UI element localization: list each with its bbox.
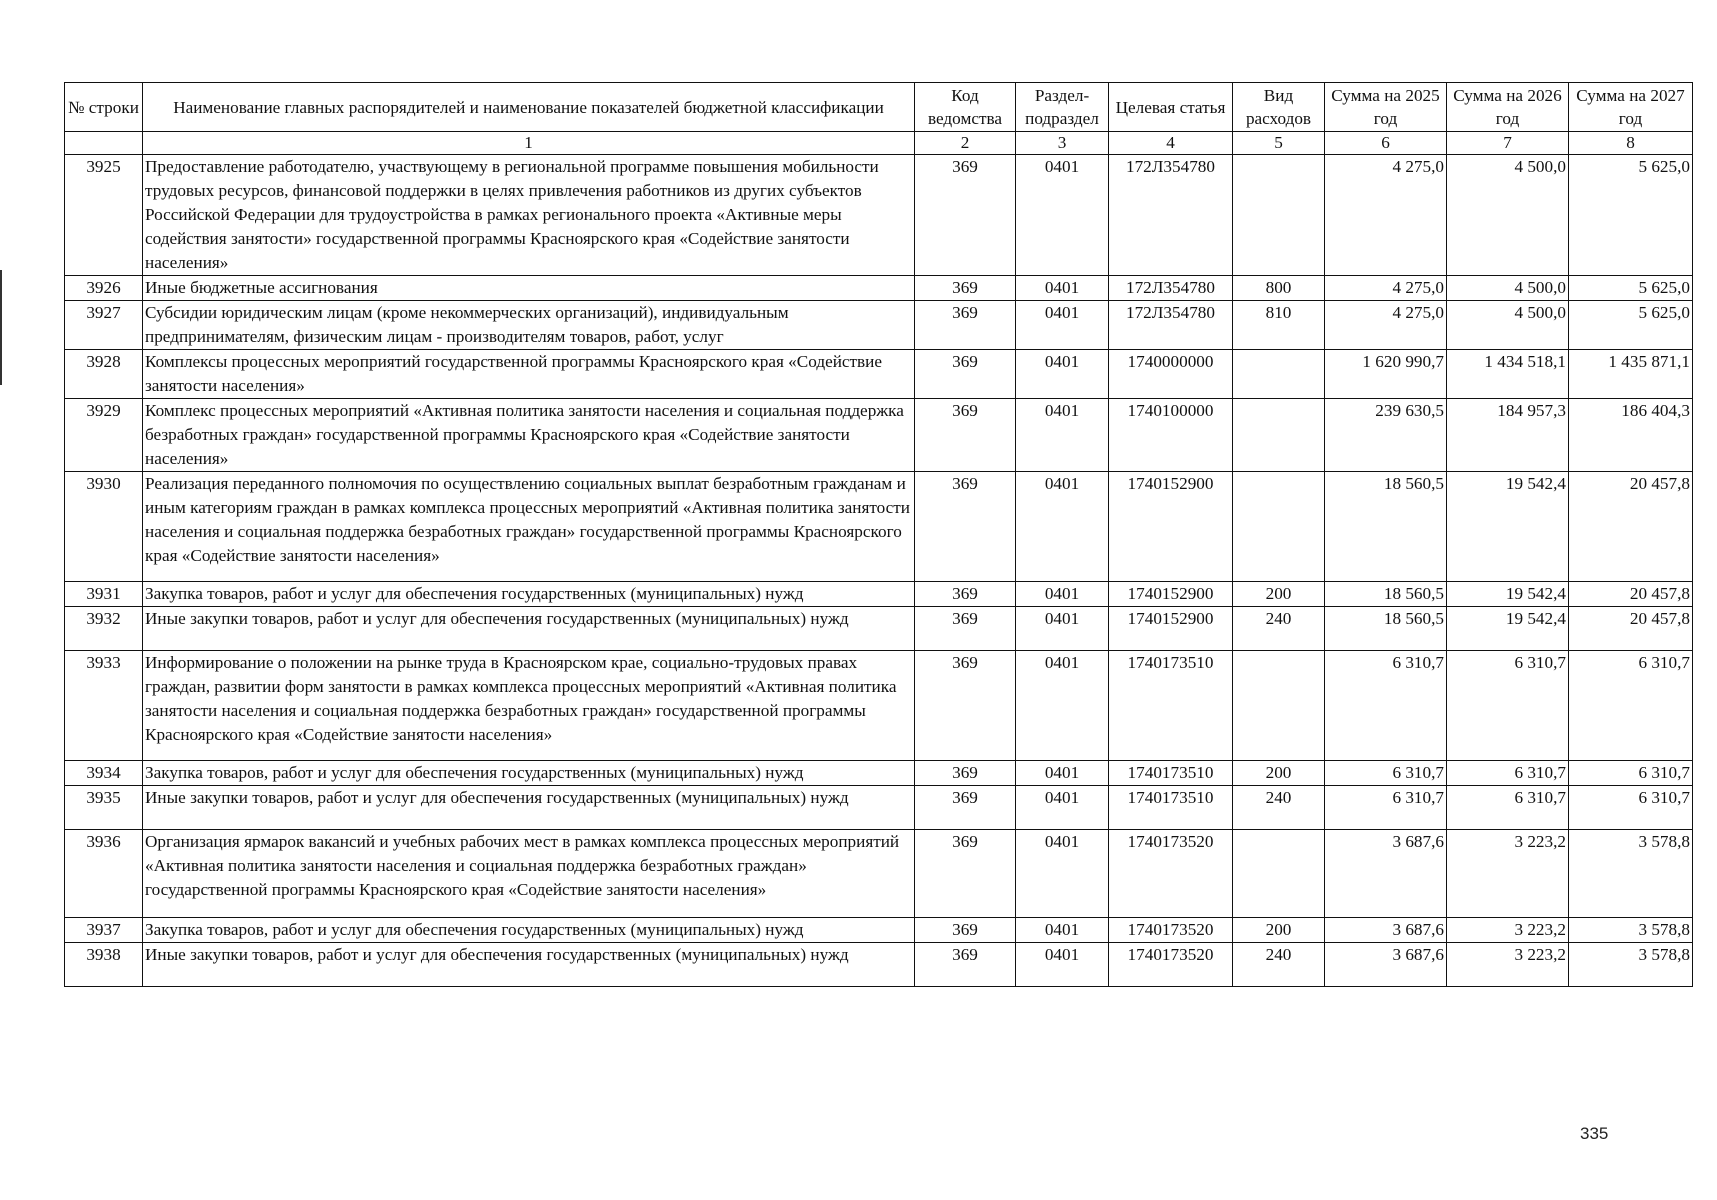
column-number: 6: [1325, 132, 1447, 155]
row-sum-2027: 186 404,3: [1569, 399, 1693, 472]
row-expense-type: 800: [1233, 276, 1325, 301]
row-department-code: 369: [915, 582, 1016, 607]
row-sum-2026: 19 542,4: [1447, 472, 1569, 582]
row-target-article: 1740100000: [1109, 399, 1233, 472]
row-sum-2027: 20 457,8: [1569, 607, 1693, 651]
row-target-article: 1740000000: [1109, 350, 1233, 399]
column-number: 7: [1447, 132, 1569, 155]
row-name: Субсидии юридическим лицам (кроме некоммерческих организаций), индивидуальным предпринимателям, физическим лицам - производителям товаров, работ, услуг: [143, 301, 915, 350]
row-name: Предоставление работодателю, участвующему в региональной программе повышения мобильности трудовых ресурсов, финансовой поддержки в целях привлечения работников из других субъектов Российской Федерации для трудоустройства в рамках регионального проекта «Активные меры содействия занятости» государственной программы Красноярского края «Содействие занятости населения»: [143, 155, 915, 276]
row-sum-2027: 6 310,7: [1569, 651, 1693, 761]
row-number: 3925: [65, 155, 143, 276]
row-sum-2027: 1 435 871,1: [1569, 350, 1693, 399]
scan-margin-line: [0, 270, 2, 385]
row-name: Реализация переданного полномочия по осуществлению социальных выплат безработным гражданам и иным категориям граждан в рамках комплекса процессных мероприятий «Активная политика занятости населения и социальная поддержка безработных граждан» государственной программы Красноярского края «Содействие занятости населения»: [143, 472, 915, 582]
row-target-article: 172Л354780: [1109, 155, 1233, 276]
row-expense-type: [1233, 651, 1325, 761]
row-section: 0401: [1016, 276, 1109, 301]
row-sum-2025: 18 560,5: [1325, 582, 1447, 607]
row-expense-type: 200: [1233, 582, 1325, 607]
row-department-code: 369: [915, 350, 1016, 399]
table-row: [65, 943, 1693, 987]
row-name: Комплексы процессных мероприятий государственной программы Красноярского края «Содействие занятости населения»: [143, 350, 915, 399]
row-number: 3937: [65, 918, 143, 943]
column-number: 3: [1016, 132, 1109, 155]
row-sum-2026: 19 542,4: [1447, 582, 1569, 607]
row-sum-2025: 4 275,0: [1325, 276, 1447, 301]
row-department-code: 369: [915, 607, 1016, 651]
column-number: 2: [915, 132, 1016, 155]
row-section: 0401: [1016, 155, 1109, 276]
row-expense-type: [1233, 399, 1325, 472]
row-expense-type: 200: [1233, 761, 1325, 786]
column-numbers-row: [65, 132, 1693, 155]
row-sum-2027: 20 457,8: [1569, 582, 1693, 607]
row-sum-2026: 3 223,2: [1447, 943, 1569, 987]
column-number: 8: [1569, 132, 1693, 155]
row-sum-2025: 1 620 990,7: [1325, 350, 1447, 399]
row-number: 3928: [65, 350, 143, 399]
header-target-article: Целевая статья: [1109, 83, 1233, 132]
row-department-code: 369: [915, 399, 1016, 472]
row-number: 3929: [65, 399, 143, 472]
table-row: [65, 276, 1693, 301]
row-target-article: 172Л354780: [1109, 276, 1233, 301]
row-expense-type: [1233, 350, 1325, 399]
row-section: 0401: [1016, 918, 1109, 943]
row-department-code: 369: [915, 301, 1016, 350]
row-sum-2027: 5 625,0: [1569, 155, 1693, 276]
row-target-article: 1740173510: [1109, 651, 1233, 761]
row-expense-type: 240: [1233, 607, 1325, 651]
row-expense-type: 240: [1233, 943, 1325, 987]
row-name: Иные закупки товаров, работ и услуг для обеспечения государственных (муниципальных) нужд: [143, 943, 915, 987]
row-target-article: 1740173510: [1109, 786, 1233, 830]
row-sum-2026: 184 957,3: [1447, 399, 1569, 472]
table-row: [65, 582, 1693, 607]
row-department-code: 369: [915, 651, 1016, 761]
row-sum-2027: 3 578,8: [1569, 918, 1693, 943]
row-sum-2025: 6 310,7: [1325, 651, 1447, 761]
row-section: 0401: [1016, 301, 1109, 350]
column-number: 4: [1109, 132, 1233, 155]
row-sum-2025: 3 687,6: [1325, 918, 1447, 943]
row-name: Закупка товаров, работ и услуг для обеспечения государственных (муниципальных) нужд: [143, 918, 915, 943]
budget-table: [64, 82, 1693, 987]
row-number: 3933: [65, 651, 143, 761]
row-department-code: 369: [915, 472, 1016, 582]
row-department-code: 369: [915, 276, 1016, 301]
row-section: 0401: [1016, 350, 1109, 399]
header-name: Наименование главных распорядителей и наименование показателей бюджетной классификации: [143, 83, 915, 132]
row-number: 3934: [65, 761, 143, 786]
header-sum-2027: Сумма на 2027 год: [1569, 83, 1693, 132]
row-section: 0401: [1016, 786, 1109, 830]
table-row: [65, 155, 1693, 276]
row-sum-2025: 18 560,5: [1325, 472, 1447, 582]
row-sum-2026: 1 434 518,1: [1447, 350, 1569, 399]
row-sum-2025: 6 310,7: [1325, 786, 1447, 830]
row-sum-2026: 6 310,7: [1447, 761, 1569, 786]
row-sum-2027: 3 578,8: [1569, 943, 1693, 987]
row-target-article: 1740173520: [1109, 943, 1233, 987]
row-target-article: 172Л354780: [1109, 301, 1233, 350]
table-row: [65, 786, 1693, 830]
column-number: 5: [1233, 132, 1325, 155]
row-sum-2026: 4 500,0: [1447, 155, 1569, 276]
row-sum-2027: 20 457,8: [1569, 472, 1693, 582]
row-number: 3927: [65, 301, 143, 350]
row-sum-2025: 3 687,6: [1325, 943, 1447, 987]
column-number: 1: [143, 132, 915, 155]
row-sum-2026: 4 500,0: [1447, 276, 1569, 301]
row-sum-2025: 6 310,7: [1325, 761, 1447, 786]
row-department-code: 369: [915, 761, 1016, 786]
row-name: Информирование о положении на рынке труда в Красноярском крае, социально-трудовых правах граждан, развитии форм занятости в рамках комплекса процессных мероприятий «Активная политика занятости населения и социальная поддержка безработных граждан» государственной программы Красноярского края «Содействие занятости населения»: [143, 651, 915, 761]
row-department-code: 369: [915, 918, 1016, 943]
table-row: [65, 301, 1693, 350]
table-body: [65, 155, 1693, 987]
row-sum-2025: 3 687,6: [1325, 830, 1447, 918]
table-row: [65, 651, 1693, 761]
row-sum-2027: 6 310,7: [1569, 761, 1693, 786]
row-sum-2025: 4 275,0: [1325, 155, 1447, 276]
row-section: 0401: [1016, 830, 1109, 918]
row-section: 0401: [1016, 761, 1109, 786]
row-target-article: 1740152900: [1109, 607, 1233, 651]
row-sum-2027: 5 625,0: [1569, 301, 1693, 350]
column-number: [65, 132, 143, 155]
row-number: 3930: [65, 472, 143, 582]
row-section: 0401: [1016, 651, 1109, 761]
row-name: Закупка товаров, работ и услуг для обеспечения государственных (муниципальных) нужд: [143, 582, 915, 607]
row-sum-2027: 6 310,7: [1569, 786, 1693, 830]
table-row: [65, 830, 1693, 918]
row-sum-2026: 19 542,4: [1447, 607, 1569, 651]
row-expense-type: [1233, 155, 1325, 276]
row-number: 3926: [65, 276, 143, 301]
row-name: Закупка товаров, работ и услуг для обеспечения государственных (муниципальных) нужд: [143, 761, 915, 786]
header-row-number: № строки: [65, 83, 143, 132]
row-expense-type: [1233, 472, 1325, 582]
page-number: 335: [1580, 1124, 1609, 1143]
row-name: Комплекс процессных мероприятий «Активная политика занятости населения и социальная поддержка безработных граждан» государственной программы Красноярского края «Содействие занятости населения»: [143, 399, 915, 472]
row-section: 0401: [1016, 943, 1109, 987]
table-row: [65, 918, 1693, 943]
row-sum-2025: 18 560,5: [1325, 607, 1447, 651]
row-number: 3932: [65, 607, 143, 651]
row-section: 0401: [1016, 472, 1109, 582]
row-expense-type: 240: [1233, 786, 1325, 830]
table-row: [65, 761, 1693, 786]
row-sum-2026: 3 223,2: [1447, 918, 1569, 943]
row-target-article: 1740152900: [1109, 472, 1233, 582]
row-number: 3935: [65, 786, 143, 830]
row-name: Иные бюджетные ассигнования: [143, 276, 915, 301]
row-expense-type: 200: [1233, 918, 1325, 943]
row-sum-2026: 3 223,2: [1447, 830, 1569, 918]
row-target-article: 1740173510: [1109, 761, 1233, 786]
table-row: [65, 472, 1693, 582]
row-target-article: 1740152900: [1109, 582, 1233, 607]
row-section: 0401: [1016, 582, 1109, 607]
table-row: [65, 350, 1693, 399]
row-sum-2027: 3 578,8: [1569, 830, 1693, 918]
row-target-article: 1740173520: [1109, 918, 1233, 943]
row-name: Иные закупки товаров, работ и услуг для обеспечения государственных (муниципальных) нужд: [143, 786, 915, 830]
row-department-code: 369: [915, 943, 1016, 987]
table-row: [65, 607, 1693, 651]
row-section: 0401: [1016, 607, 1109, 651]
header-expense-type: Вид расходов: [1233, 83, 1325, 132]
row-number: 3938: [65, 943, 143, 987]
row-sum-2026: 6 310,7: [1447, 786, 1569, 830]
row-number: 3936: [65, 830, 143, 918]
row-department-code: 369: [915, 786, 1016, 830]
row-sum-2026: 4 500,0: [1447, 301, 1569, 350]
header-section: Раздел-подраздел: [1016, 83, 1109, 132]
row-expense-type: [1233, 830, 1325, 918]
row-expense-type: 810: [1233, 301, 1325, 350]
row-name: Организация ярмарок вакансий и учебных рабочих мест в рамках комплекса процессных мероприятий «Активная политика занятости населения и социальная поддержка безработных граждан» государственной программы Красноярского края «Содействие занятости населения»: [143, 830, 915, 918]
table-row: [65, 399, 1693, 472]
header-sum-2025: Сумма на 2025 год: [1325, 83, 1447, 132]
row-target-article: 1740173520: [1109, 830, 1233, 918]
header-department-code: Код ведомства: [915, 83, 1016, 132]
header-row: [65, 83, 1693, 132]
row-section: 0401: [1016, 399, 1109, 472]
row-number: 3931: [65, 582, 143, 607]
row-name: Иные закупки товаров, работ и услуг для обеспечения государственных (муниципальных) нужд: [143, 607, 915, 651]
row-sum-2025: 4 275,0: [1325, 301, 1447, 350]
row-department-code: 369: [915, 830, 1016, 918]
row-sum-2026: 6 310,7: [1447, 651, 1569, 761]
row-sum-2025: 239 630,5: [1325, 399, 1447, 472]
row-sum-2027: 5 625,0: [1569, 276, 1693, 301]
header-sum-2026: Сумма на 2026 год: [1447, 83, 1569, 132]
row-department-code: 369: [915, 155, 1016, 276]
